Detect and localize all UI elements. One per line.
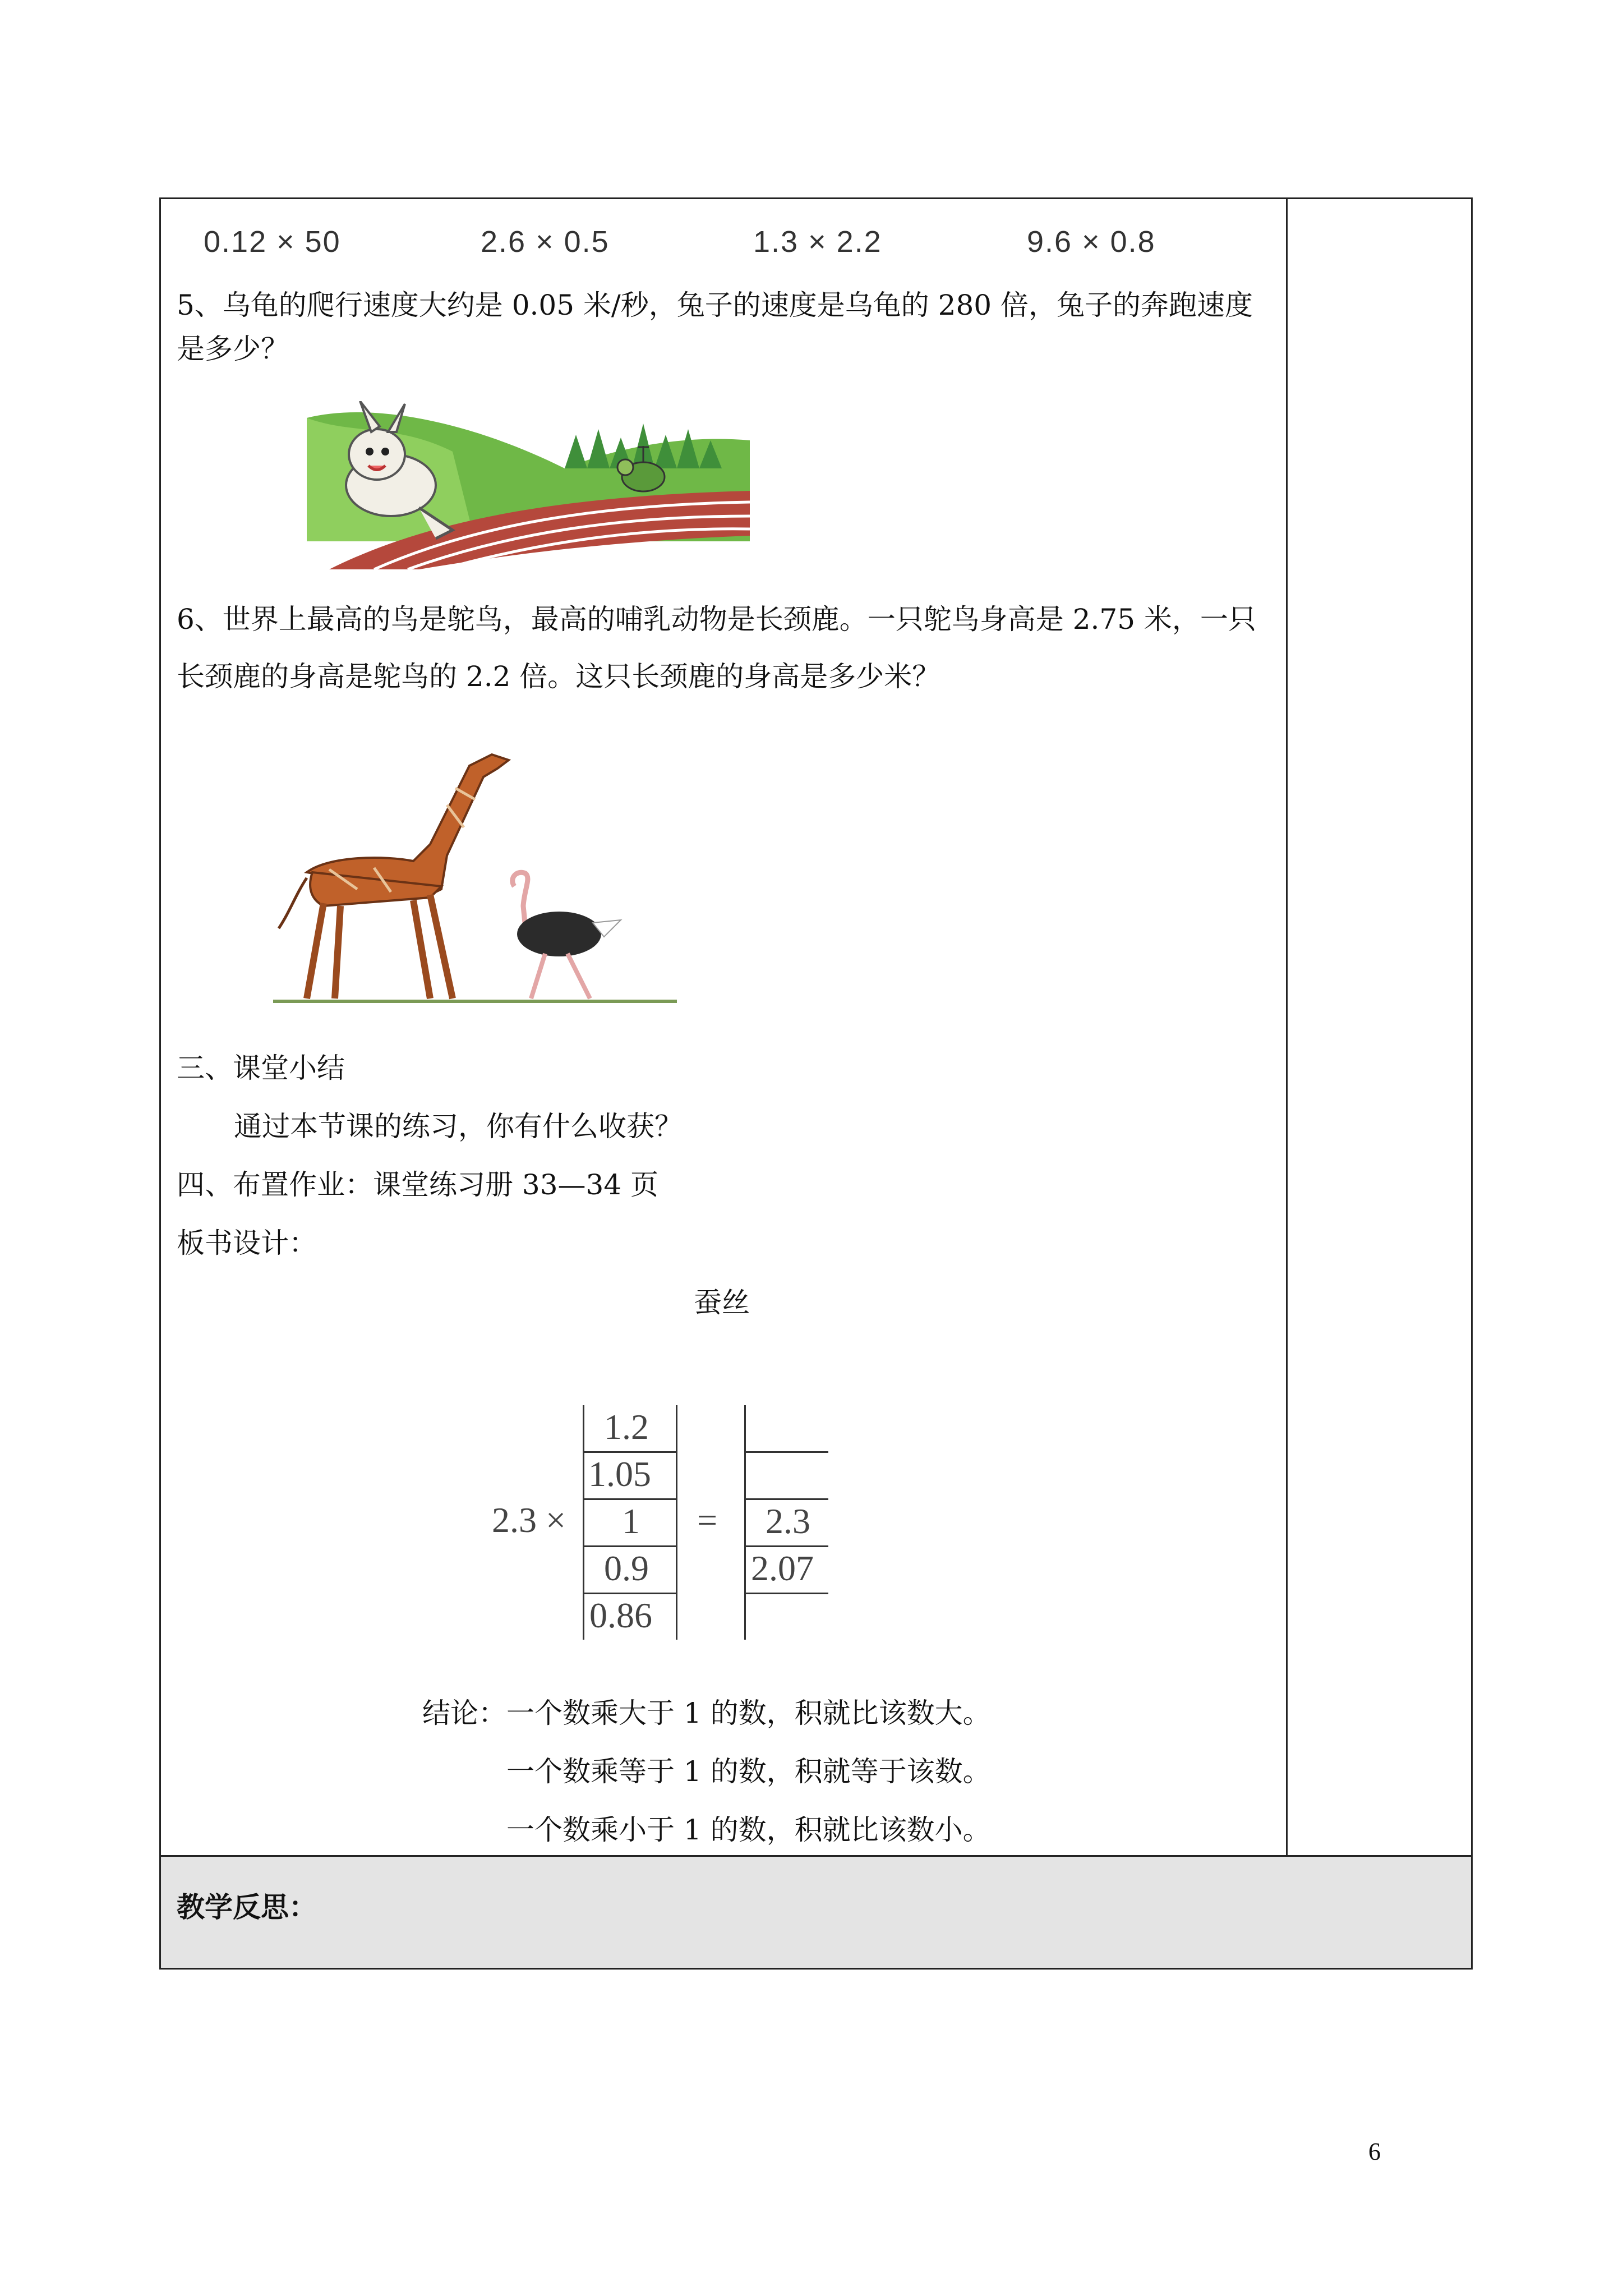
conclusion-line-3: 一个数乘小于 1 的数，积就比该数小。 [506, 1814, 991, 1846]
rabbit-turtle-race-illustration [307, 401, 750, 569]
multiplier-2: 1.05 [588, 1454, 651, 1494]
product-4: 2.07 [751, 1548, 814, 1588]
column-divider [1286, 199, 1288, 1855]
board-design-label: 板书设计： [177, 1227, 317, 1259]
expression-4: 9.6 × 0.8 [1027, 225, 1156, 259]
q5-line1: 5、乌龟的爬行速度大约是 0.05 米/秒，兔子的速度是乌龟的 280 倍，兔子的奔跑速度 [177, 289, 1253, 321]
multiplier-3: 1 [622, 1501, 640, 1541]
q6-line2: 长颈鹿的身高是鸵鸟的 2.2 倍。这只长颈鹿的身高是多少米？ [177, 660, 940, 693]
page-number: 6 [1368, 2138, 1381, 2165]
q6-line1: 6、世界上最高的鸟是鸵鸟，最高的哺乳动物是长颈鹿。一只鸵鸟身高是 2.75 米，一只 [177, 603, 1256, 636]
expression-1: 0.12 × 50 [204, 225, 341, 259]
reflection-label: 教学反思： [177, 1891, 317, 1924]
board-title: 蚕丝 [694, 1286, 750, 1319]
lesson-table [159, 197, 1473, 1970]
conclusion-line-1: 一个数乘大于 1 的数，积就比该数大。 [506, 1697, 991, 1729]
multiplier-1: 1.2 [604, 1407, 649, 1447]
multiplicand: 2.3 × [492, 1500, 566, 1540]
expression-3: 1.3 × 2.2 [753, 225, 882, 259]
equals-sign: = [697, 1500, 718, 1540]
section-4-homework: 四、布置作业：课堂练习册 33—34 页 [177, 1168, 659, 1201]
multiplier-5: 0.86 [589, 1595, 652, 1635]
expression-2: 2.6 × 0.5 [481, 225, 610, 259]
q5-line2: 是多少？ [177, 333, 289, 365]
product-3: 2.3 [766, 1501, 810, 1541]
giraffe-ostrich-illustration [262, 743, 688, 1007]
section-3-body: 通过本节课的练习，你有什么收获？ [234, 1110, 683, 1143]
section-3-heading: 三、课堂小结 [177, 1052, 345, 1084]
board-diagram [492, 1405, 1002, 1641]
conclusion-line-2: 一个数乘等于 1 的数，积就等于该数。 [506, 1755, 991, 1788]
conclusion-label: 结论： [422, 1697, 506, 1729]
reflection-row [161, 1857, 1471, 1968]
multiplier-4: 0.9 [604, 1548, 649, 1588]
